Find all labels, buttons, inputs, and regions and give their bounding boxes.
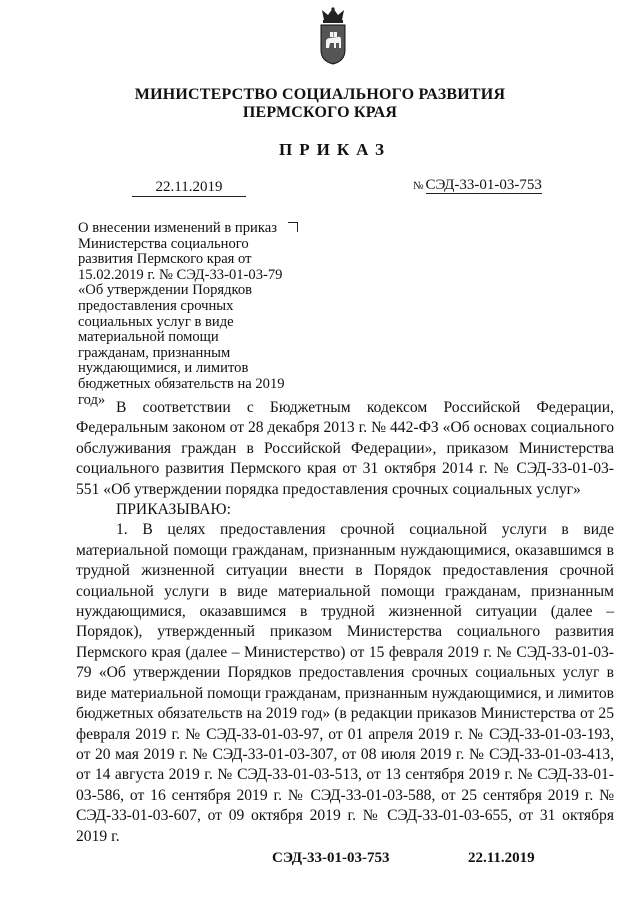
order-word: ПРИКАЗЫВАЮ: <box>116 501 231 519</box>
footer-order-date: 22.11.2019 <box>468 850 535 866</box>
order-number-value: СЭД-33-01-03-753 <box>425 177 542 193</box>
order-number <box>413 176 542 195</box>
subject-line: социальных услуг в виде <box>78 313 234 330</box>
order-subject <box>78 221 293 408</box>
clause-1-paragraph: 1. В целях предоставления срочной социальной услуги в виде материальной помощи гражданам, признанным нуждающимися, оказавшимся в трудной жизненной ситуации внести в Порядок предоставления срочной социальной услуги в виде материальной помощи гражданам, признанным нуждающимися, оказавшимся в трудной жизненной ситуации (далее – Порядок), утвержденный приказом Министерства социального развития Пермского края (далее – Министерство) от 15 февраля 2019 г. № СЭД-33-01-03-79 «Об утверждении Порядков предоставления срочных социальных услуг в виде материальной помощи гражданам, признанным нуждающимися, и лимитов бюджетных обязательств на 2019 год» (в редакции приказов Министерства от 25 февраля 2019 г. № СЭД-33-01-03-97, от 01 апреля 2019 г. № СЭД-33-01-03-193, от 20 мая 2019 г. № СЭД-33-01-03-307, от 08 июля 2019 г. № СЭД-33-01-03-413, от 14 августа 2019 г. № СЭД-33-01-03-513, от 13 сентября 2019 г. № СЭД-33-01-03-586, от 16 сентября 2019 г. № СЭД-33-01-03-588, от 25 сентября 2019 г. № СЭД-33-01-03-607, от 09 октября 2019 г. № СЭД-33-01-03-655, от 31 октября 2019 г. <box>76 521 614 845</box>
subject-line: развития Пермского края от <box>78 251 252 268</box>
order-date: 22.11.2019 <box>132 178 246 197</box>
coat-of-arms-icon <box>316 6 350 66</box>
subject-line: Министерства социального <box>78 235 249 252</box>
ministry-line-1: МИНИСТЕРСТВО СОЦИАЛЬНОГО РАЗВИТИЯ <box>134 86 506 103</box>
subject-line: бюджетных обязательств на 2019 <box>78 375 285 392</box>
preamble-paragraph: В соответствии с Бюджетным кодексом Российской Федерации, Федеральным законом от 28 декабря 2013 г. № 442-ФЗ «Об основах социального обслуживания граждан в Российской Федерации», приказом Министерства социального развития Пермского края от 31 октября 2014 г. № СЭД-33-01-03-551 «Об утверждении порядка предоставления срочных социальных услуг» <box>76 399 614 498</box>
subject-line: нуждающимися, и лимитов <box>78 360 249 377</box>
subject-line: материальной помощи <box>78 329 219 346</box>
subject-line: 15.02.2019 г. № СЭД-33-01-03-79 <box>78 266 283 283</box>
subject-line: О внесении изменений в приказ <box>78 220 277 236</box>
subject-line: «Об утверждении Порядков <box>78 282 253 299</box>
footer-order-number: СЭД-33-01-03-753 <box>272 850 390 866</box>
ministry-line-2: ПЕРМСКОГО КРАЯ <box>242 104 398 121</box>
number-sign: № <box>413 180 424 192</box>
subject-line: предоставления срочных <box>78 297 234 314</box>
ministry-name <box>0 86 640 122</box>
document-title: ПРИКАЗ <box>279 140 391 159</box>
subject-line: гражданам, признанным <box>78 344 231 361</box>
subject-line: год» <box>78 391 106 408</box>
order-body <box>76 398 614 847</box>
